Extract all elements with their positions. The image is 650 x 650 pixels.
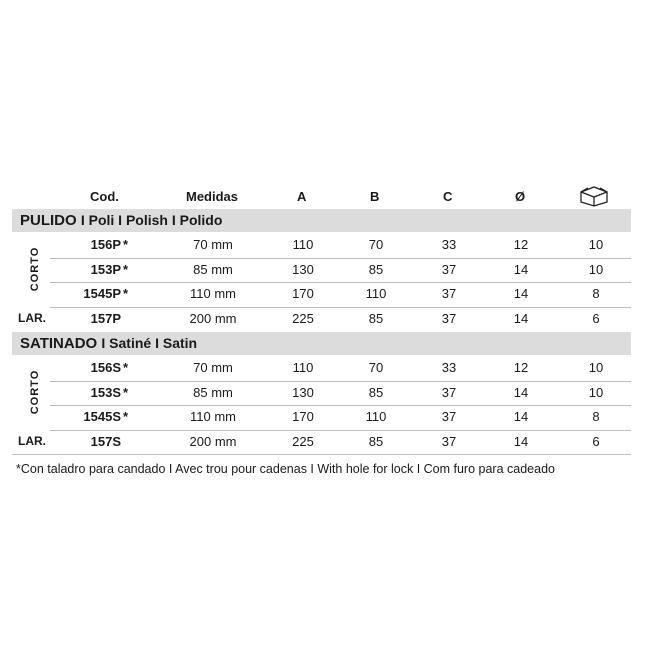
dim-a-cell: 130 [292,384,314,400]
code-text: 153P [90,261,121,277]
footnote: *Con taladro para candado I Avec trou pour cadenas I With hole for lock I Com furo para cadeado [16,462,555,476]
section-title-main: SATINADO [20,335,98,352]
row-divider [50,307,631,308]
dim-a-cell: 225 [292,310,314,326]
box-qty-cell: 10 [588,237,604,252]
dim-c-cell: 37 [441,286,457,301]
group-label-corto: CORTO [29,246,41,292]
section-subtitle: I Satiné I Satin [101,335,198,351]
measure-cell: 110 mm [190,409,236,424]
diameter-cell: 14 [513,261,529,277]
dim-b-cell: 85 [368,310,384,326]
measure-cell: 110 mm [190,286,236,301]
code-text: 1545S [83,409,121,424]
box-qty-cell: 6 [592,433,600,449]
lock-hole-asterisk: * [122,237,128,252]
header-diameter: Ø [515,189,526,204]
code-text: 157S [90,433,121,449]
dim-c-cell: 37 [441,310,457,326]
box-qty-cell: 10 [588,360,604,375]
dim-b-cell: 110 [365,286,387,301]
section-title-main: PULIDO [20,212,77,229]
row-divider [50,430,631,431]
product-code [91,311,128,326]
dim-c-cell: 37 [441,384,457,400]
box-qty-cell: 6 [592,310,600,326]
dim-b-cell: 110 [365,409,387,424]
code-text: 156S [90,360,121,375]
product-code [91,237,128,252]
dim-a-cell: 225 [292,433,314,449]
dim-c-cell: 37 [441,433,457,449]
diameter-cell: 14 [513,310,529,326]
code-text: 153S [90,384,121,400]
box-qty-cell: 8 [592,409,600,424]
dim-c-cell: 37 [441,409,457,424]
lock-hole-asterisk: * [122,384,128,400]
dim-b-cell: 85 [368,384,384,400]
diameter-cell: 14 [513,409,529,424]
product-code [83,286,128,301]
dim-c-cell: 33 [441,360,457,375]
dim-a-cell: 170 [292,409,314,424]
row-divider [50,282,631,283]
group-label-corto: CORTO [29,369,41,415]
lock-hole-asterisk: * [122,360,128,375]
measure-cell: 200 mm [189,433,237,449]
measure-cell: 85 mm [193,384,233,400]
diameter-cell: 14 [513,286,529,301]
header-medidas: Medidas [186,189,239,204]
code-text: 1545P [83,286,121,301]
dim-a-cell: 110 [292,360,314,375]
measure-cell: 85 mm [193,261,233,277]
lock-hole-asterisk: * [122,409,128,424]
table-bottom-rule [12,454,631,455]
product-code [83,409,128,424]
product-code [91,385,128,400]
header-cod: Cod. [90,189,119,204]
dim-b-cell: 70 [368,237,384,252]
dim-b-cell: 70 [368,360,384,375]
product-code [91,434,128,449]
row-divider [50,258,631,259]
row-divider [50,405,631,406]
dim-b-cell: 85 [368,261,384,277]
section-title-satinado [20,335,197,352]
diameter-cell: 14 [513,384,529,400]
header-a: A [297,189,307,204]
lock-hole-asterisk: * [122,261,128,277]
section-subtitle: I Poli I Polish I Polido [80,212,223,228]
dim-c-cell: 33 [441,237,457,252]
header-b: B [370,189,380,204]
diameter-cell: 12 [513,360,529,375]
header-c: C [443,189,453,204]
box-icon [578,184,610,208]
measure-cell: 200 mm [189,310,237,326]
product-code [91,360,128,375]
section-title-pulido [20,212,222,229]
dim-b-cell: 85 [368,433,384,449]
dim-a-cell: 130 [292,261,314,277]
lock-hole-asterisk: * [122,286,128,301]
box-qty-cell: 10 [588,384,604,400]
dim-c-cell: 37 [441,261,457,277]
measure-cell: 70 mm [193,360,233,375]
group-label-lar: LAR. [18,310,46,325]
dim-a-cell: 170 [292,286,314,301]
diameter-cell: 14 [513,433,529,449]
code-text: 157P [90,310,121,326]
code-text: 156P [90,237,121,252]
measure-cell: 70 mm [193,237,233,252]
product-code [91,262,128,277]
box-qty-cell: 10 [588,261,604,277]
box-qty-cell: 8 [592,286,600,301]
group-label-lar: LAR. [18,433,46,448]
dim-a-cell: 110 [292,237,314,252]
row-divider [50,381,631,382]
diameter-cell: 12 [513,237,529,252]
